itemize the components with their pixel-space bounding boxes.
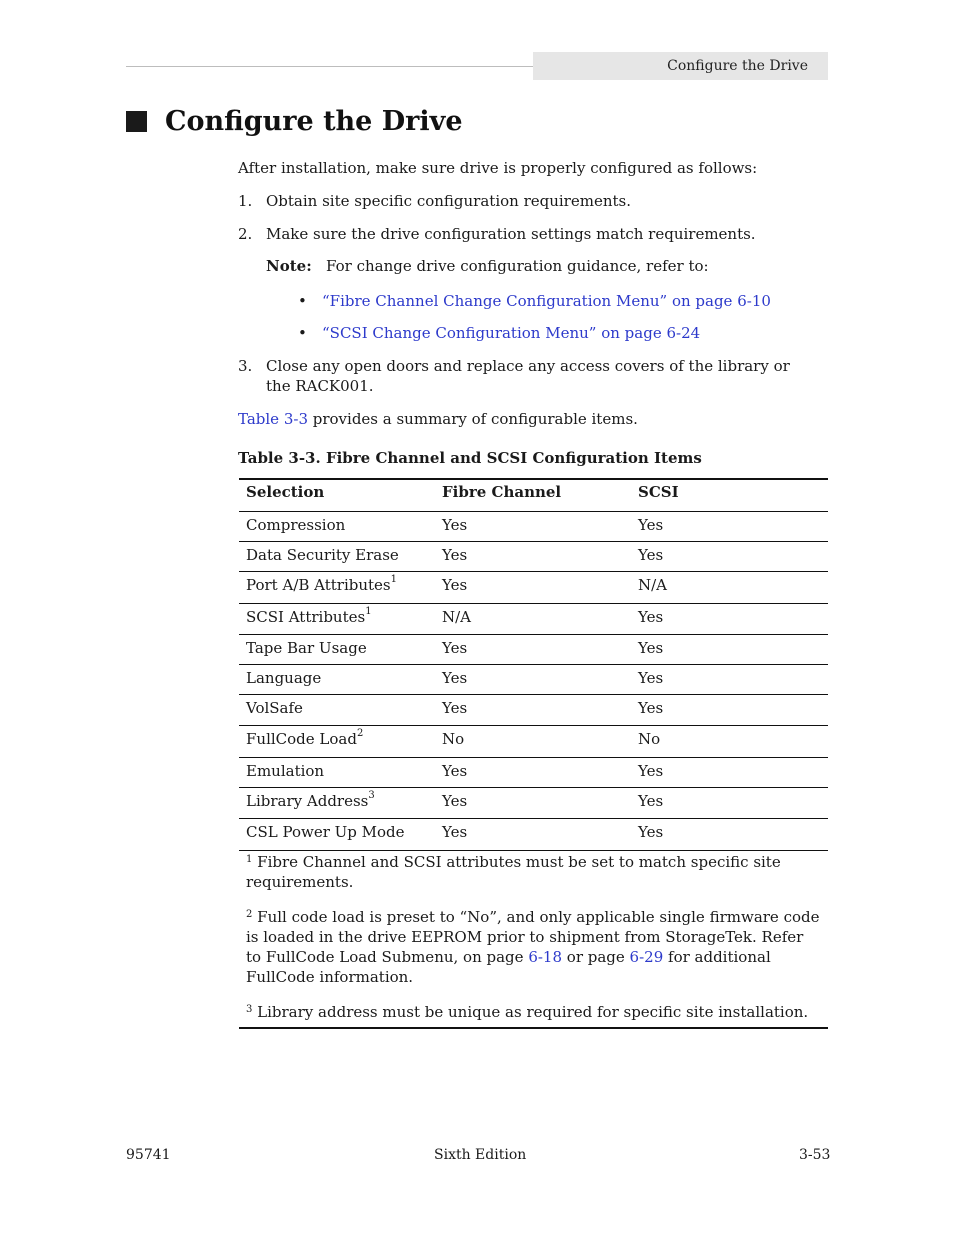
table-row: [239, 726, 828, 758]
cell-fibre-channel: Yes: [435, 819, 631, 851]
note-text: For change drive configuration guidance, refer to:: [326, 257, 709, 275]
footer-page-number: 3-53: [799, 1147, 831, 1163]
summary-rest: provides a summary of configurable items.: [307, 410, 638, 428]
table-row: [239, 819, 828, 851]
link-scsi-change-config[interactable]: “SCSI Change Configuration Menu” on page 6-24: [322, 324, 701, 342]
cell-selection: Emulation: [239, 758, 435, 788]
cell-fibre-channel: Yes: [435, 572, 631, 604]
cell-scsi: Yes: [631, 788, 828, 819]
table-row: [239, 572, 828, 604]
bullet-2: •: [298, 324, 307, 342]
step-3-number: 3.: [238, 357, 253, 375]
cell-scsi: Yes: [631, 758, 828, 788]
cell-selection: FullCode Load$^2$: [239, 726, 435, 758]
table-row: [239, 695, 828, 726]
intro-text: After installation, make sure drive is properly configured as follows:: [238, 159, 758, 177]
footnote-3: $^3$ Library address must be unique as required for specific site installation.: [246, 1003, 809, 1021]
header-scsi: SCSI: [631, 479, 828, 512]
step-2-text: Make sure the drive configuration settings match requirements.: [266, 225, 756, 243]
table-header-row: [239, 479, 828, 512]
cell-fibre-channel: Yes: [435, 758, 631, 788]
cell-scsi: Yes: [631, 635, 828, 665]
running-header: Configure the Drive: [533, 52, 828, 80]
cell-fibre-channel: Yes: [435, 635, 631, 665]
table-bottom-rule: [239, 1027, 828, 1029]
cell-selection: Tape Bar Usage: [239, 635, 435, 665]
cell-fibre-channel: No: [435, 726, 631, 758]
bullet-1: •: [298, 292, 307, 310]
cell-selection: Data Security Erase: [239, 542, 435, 572]
note-label: Note:: [266, 257, 312, 275]
cell-scsi: N/A: [631, 572, 828, 604]
cell-scsi: Yes: [631, 819, 828, 851]
cell-fibre-channel: Yes: [435, 542, 631, 572]
table-caption: Table 3-3. Fibre Channel and SCSI Configuration Items: [238, 449, 702, 467]
step-2-number: 2.: [238, 225, 253, 243]
step-1-number: 1.: [238, 192, 253, 210]
link-table-3-3[interactable]: Table 3-3: [238, 410, 308, 428]
cell-fibre-channel: N/A: [435, 604, 631, 635]
page-title: Configure the Drive: [165, 106, 463, 137]
cell-scsi: Yes: [631, 665, 828, 695]
cell-selection: Compression: [239, 512, 435, 542]
table-row: [239, 635, 828, 665]
table-row: [239, 512, 828, 542]
cell-scsi: Yes: [631, 542, 828, 572]
cell-fibre-channel: Yes: [435, 695, 631, 726]
footnote-1: $^1$ Fibre Channel and SCSI attributes must be set to match specific site requirements.: [246, 853, 781, 891]
link-fc-change-config[interactable]: “Fibre Channel Change Configuration Menu” on page 6-10: [322, 292, 771, 310]
cell-selection: Library Address$^3$: [239, 788, 435, 819]
step-3-text: Close any open doors and replace any access covers of the library or the RACK001.: [266, 357, 790, 395]
title-square-icon: [126, 111, 147, 132]
table-row: [239, 788, 828, 819]
cell-fibre-channel: Yes: [435, 788, 631, 819]
cell-selection: Port A/B Attributes$^1$: [239, 572, 435, 604]
cell-scsi: Yes: [631, 512, 828, 542]
cell-selection: Language: [239, 665, 435, 695]
footnote-2: $^2$ Full code load is preset to “No”, and only applicable single firmware code is loaded in the drive EEPROM prior to shipment from StorageTek. Refer to FullCode Load Submenu, on page 6-18 or page 6-29 for additional FullCode information.: [246, 908, 820, 986]
step-1-text: Obtain site specific configuration requirements.: [266, 192, 631, 210]
table-row: [239, 758, 828, 788]
header-fibre-channel: Fibre Channel: [435, 479, 631, 512]
header-selection: Selection: [239, 479, 435, 512]
cell-scsi: No: [631, 726, 828, 758]
cell-selection: SCSI Attributes$^1$: [239, 604, 435, 635]
link-page-6-18[interactable]: 6-18: [528, 948, 563, 966]
cell-fibre-channel: Yes: [435, 512, 631, 542]
note: [266, 256, 709, 276]
cell-selection: VolSafe: [239, 695, 435, 726]
cell-fibre-channel: Yes: [435, 665, 631, 695]
header-rule: [126, 66, 534, 67]
cell-scsi: Yes: [631, 695, 828, 726]
config-items-table: [239, 478, 828, 851]
footer-edition: Sixth Edition: [434, 1147, 527, 1163]
table-row: [239, 542, 828, 572]
footnote-3-mark: 3: [246, 1004, 253, 1015]
footer-doc-number: 95741: [126, 1147, 171, 1163]
summary-text: [238, 409, 638, 429]
footnote-2-mark: 2: [246, 909, 253, 920]
cell-scsi: Yes: [631, 604, 828, 635]
table-row: [239, 665, 828, 695]
link-page-6-29[interactable]: 6-29: [629, 948, 664, 966]
cell-selection: CSL Power Up Mode: [239, 819, 435, 851]
table-row: [239, 604, 828, 635]
footnote-1-mark: 1: [246, 854, 253, 865]
